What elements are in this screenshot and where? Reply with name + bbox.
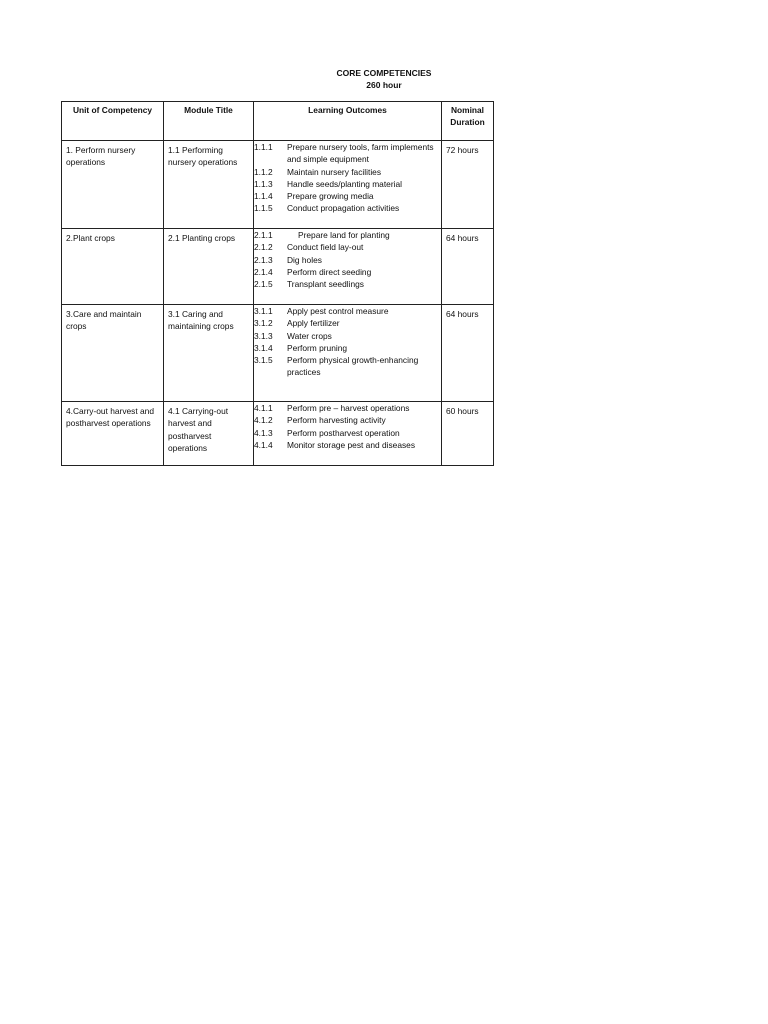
outcome-item: 3.1.2 Apply fertilizer <box>254 318 340 329</box>
outcome-item: 2.1.3 Dig holes <box>254 254 322 265</box>
outcome-item: 3.1.5 Perform physical growth-enhancing practices <box>254 355 419 378</box>
module-cell: 4.1 Carrying-out harvest and postharvest operations <box>164 402 254 466</box>
outcome-item: 2.1.2 Conduct field lay-out <box>254 242 364 253</box>
outcome-item: 2.1.4 Perform direct seeding <box>254 266 372 277</box>
outcomes-cell <box>254 141 442 229</box>
module-cell: 2.1 Planting crops <box>164 229 254 305</box>
table-row <box>62 305 494 402</box>
outcomes-cell <box>254 305 442 402</box>
outcome-item: 3.1.4 Perform pruning <box>254 342 348 353</box>
outcome-item: 1.1.4 Prepare growing media <box>254 191 374 202</box>
outcome-item: 2.1.1 Prepare land for planting <box>254 230 390 240</box>
document-title: CORE COMPETENCIES <box>336 68 432 78</box>
document-subtitle: 260 hour <box>366 80 402 90</box>
competencies-table <box>61 101 494 466</box>
outcome-item: 4.1.2 Perform harvesting activity <box>254 415 386 426</box>
module-cell: 1.1 Performing nursery operations <box>164 141 254 229</box>
duration-cell: 60 hours <box>442 402 494 466</box>
header-duration: Nominal Duration <box>442 102 494 141</box>
unit-cell: 4.Carry-out harvest and postharvest operations <box>62 402 164 466</box>
header-unit: Unit of Competency <box>62 102 164 141</box>
header-module: Module Title <box>164 102 254 141</box>
unit-cell: 1. Perform nursery operations <box>62 141 164 229</box>
outcomes-cell <box>254 229 442 305</box>
duration-cell: 72 hours <box>442 141 494 229</box>
outcome-item: 1.1.3 Handle seeds/planting material <box>254 178 402 189</box>
outcome-item: 2.1.5 Transplant seedlings <box>254 279 364 290</box>
outcome-item: 4.1.1 Perform pre – harvest operations <box>254 403 410 413</box>
outcome-item: 1.1.1 Prepare nursery tools, farm implements and simple equipment <box>254 142 434 165</box>
outcome-item: 4.1.3 Perform postharvest operation <box>254 427 400 438</box>
outcome-item: 1.1.5 Conduct propagation activities <box>254 203 400 214</box>
outcome-item: 1.1.2 Maintain nursery facilities <box>254 166 382 177</box>
unit-cell: 3.Care and maintain crops <box>62 305 164 402</box>
table-row <box>62 402 494 466</box>
outcome-item: 3.1.1 Apply pest control measure <box>254 306 389 316</box>
header-outcomes: Learning Outcomes <box>254 102 442 141</box>
outcome-item: 4.1.4 Monitor storage pest and diseases <box>254 439 416 450</box>
duration-cell: 64 hours <box>442 229 494 305</box>
outcomes-cell <box>254 402 442 466</box>
table-row <box>62 141 494 229</box>
table-row <box>62 229 494 305</box>
table-header-row <box>62 102 494 141</box>
outcome-item: 3.1.3 Water crops <box>254 330 332 341</box>
duration-cell: 64 hours <box>442 305 494 402</box>
unit-cell: 2.Plant crops <box>62 229 164 305</box>
module-cell: 3.1 Caring and maintaining crops <box>164 305 254 402</box>
